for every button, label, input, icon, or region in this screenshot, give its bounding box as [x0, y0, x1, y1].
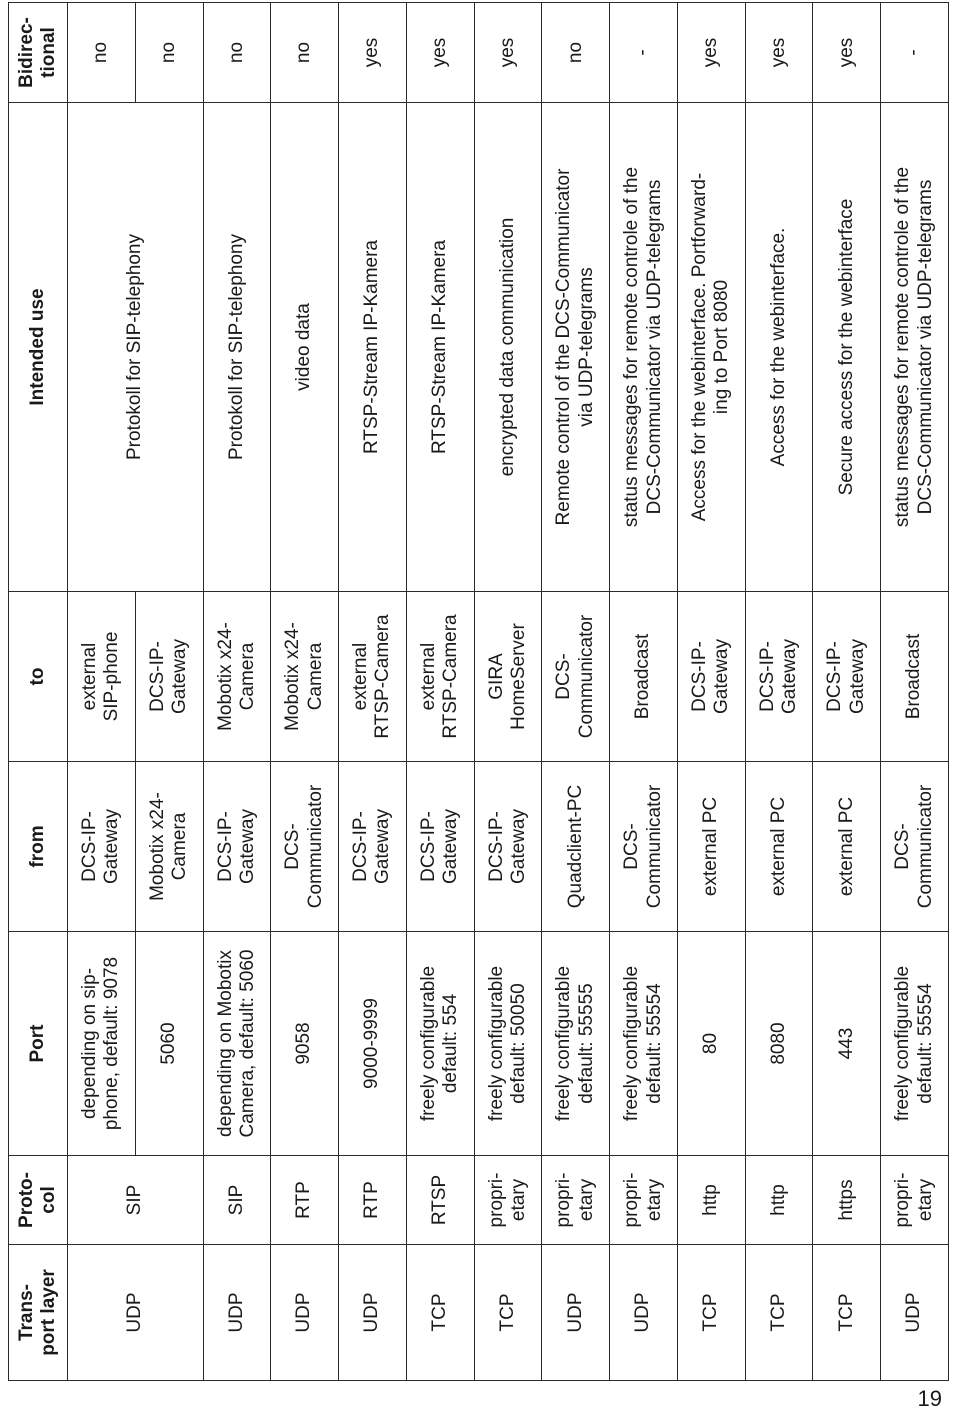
- table-row: [203, 3, 271, 1381]
- cell-port: 8080: [745, 932, 813, 1156]
- cell-intended-use: Remote control of the DCS-Communicator via UDP-telegrams: [542, 103, 610, 592]
- port-table: [8, 2, 949, 1381]
- header-transport-layer: Trans- port layer: [9, 1245, 68, 1381]
- cell-bidirectional: yes: [339, 3, 407, 103]
- cell-protocol: RTP: [271, 1156, 339, 1245]
- cell-from: DCS- Communicator: [881, 762, 949, 932]
- cell-transport-layer: TCP: [677, 1245, 745, 1381]
- table-row: [339, 3, 407, 1381]
- page-number: 19: [917, 1386, 942, 1411]
- cell-port: freely configurable default: 55554: [881, 932, 949, 1156]
- cell-from: DCS-IP- Gateway: [68, 762, 136, 932]
- cell-port: depending on sip- phone, default: 9078: [68, 932, 136, 1156]
- cell-from: external PC: [745, 762, 813, 932]
- cell-bidirectional: no: [203, 3, 271, 103]
- cell-bidirectional: -: [610, 3, 678, 103]
- cell-port: freely configurable default: 50050: [474, 932, 542, 1156]
- header-protocol: Proto- col: [9, 1156, 68, 1245]
- cell-intended-use: status messages for remote controle of the DCS-Communicator via UDP-telegrams: [610, 103, 678, 592]
- cell-from: DCS-IP- Gateway: [339, 762, 407, 932]
- cell-intended-use: Access for the webinterface.: [745, 103, 813, 592]
- cell-to: external SIP-phone: [68, 592, 136, 762]
- cell-intended-use: RTSP-Stream IP-Kamera: [406, 103, 474, 592]
- header-port: Port: [9, 932, 68, 1156]
- cell-to: DCS-IP- Gateway: [135, 592, 203, 762]
- cell-bidirectional: yes: [813, 3, 881, 103]
- cell-intended-use: status messages for remote controle of the DCS-Communicator via UDP-telegrams: [881, 103, 949, 592]
- cell-to: DCS-IP- Gateway: [677, 592, 745, 762]
- cell-protocol: http: [745, 1156, 813, 1245]
- table-row: [68, 3, 136, 1381]
- cell-protocol: http: [677, 1156, 745, 1245]
- cell-from: DCS-IP- Gateway: [474, 762, 542, 932]
- header-from: from: [9, 762, 68, 932]
- cell-bidirectional: -: [881, 3, 949, 103]
- cell-bidirectional: yes: [745, 3, 813, 103]
- table-row: [474, 3, 542, 1381]
- header-intended-use: Intended use: [9, 103, 68, 592]
- cell-port: 443: [813, 932, 881, 1156]
- cell-transport-layer: UDP: [339, 1245, 407, 1381]
- cell-port: 80: [677, 932, 745, 1156]
- table-row: [881, 3, 949, 1381]
- cell-port: freely configurable default: 554: [406, 932, 474, 1156]
- cell-from: DCS- Communicator: [271, 762, 339, 932]
- cell-intended-use: Secure access for the webinterface: [813, 103, 881, 592]
- cell-intended-use: RTSP-Stream IP-Kamera: [339, 103, 407, 592]
- cell-to: Broadcast: [610, 592, 678, 762]
- cell-transport-layer: TCP: [745, 1245, 813, 1381]
- cell-port: 5060: [135, 932, 203, 1156]
- table-row: [542, 3, 610, 1381]
- cell-bidirectional: yes: [474, 3, 542, 103]
- cell-from: external PC: [677, 762, 745, 932]
- cell-intended-use: video data: [271, 103, 339, 592]
- cell-protocol: SIP: [203, 1156, 271, 1245]
- cell-to: Mobotix x24- Camera: [203, 592, 271, 762]
- cell-intended-use: encrypted data communication: [474, 103, 542, 592]
- cell-transport-layer: UDP: [610, 1245, 678, 1381]
- cell-bidirectional: yes: [406, 3, 474, 103]
- table-row: [745, 3, 813, 1381]
- cell-to: external RTSP-Camera: [339, 592, 407, 762]
- cell-bidirectional: no: [135, 3, 203, 103]
- cell-to: DCS- Communicator: [542, 592, 610, 762]
- cell-protocol: propri- etary: [881, 1156, 949, 1245]
- header-row: [9, 3, 68, 1381]
- cell-to: DCS-IP- Gateway: [813, 592, 881, 762]
- cell-port: 9058: [271, 932, 339, 1156]
- cell-transport-layer: TCP: [474, 1245, 542, 1381]
- cell-transport-layer: TCP: [813, 1245, 881, 1381]
- table-row: [610, 3, 678, 1381]
- cell-protocol: RTSP: [406, 1156, 474, 1245]
- table-row: [677, 3, 745, 1381]
- cell-transport-layer: UDP: [68, 1245, 204, 1381]
- table-row: [271, 3, 339, 1381]
- cell-to: Mobotix x24- Camera: [271, 592, 339, 762]
- cell-transport-layer: UDP: [542, 1245, 610, 1381]
- cell-port: freely configurable default: 55554: [610, 932, 678, 1156]
- cell-from: DCS-IP- Gateway: [203, 762, 271, 932]
- cell-to: Broadcast: [881, 592, 949, 762]
- cell-bidirectional: no: [68, 3, 136, 103]
- cell-bidirectional: no: [542, 3, 610, 103]
- cell-port: freely configurable default: 55555: [542, 932, 610, 1156]
- cell-from: external PC: [813, 762, 881, 932]
- cell-from: Quadclient-PC: [542, 762, 610, 932]
- cell-intended-use: Protokoll for SIP-telephony: [68, 103, 204, 592]
- cell-bidirectional: no: [271, 3, 339, 103]
- header-bidirectional: Bidirec- tional: [9, 3, 68, 103]
- table-row: [406, 3, 474, 1381]
- cell-intended-use: Access for the webinterface. Portforward- ing to Port 8080: [677, 103, 745, 592]
- cell-protocol: propri- etary: [474, 1156, 542, 1245]
- cell-to: GIRA HomeServer: [474, 592, 542, 762]
- cell-protocol: propri- etary: [542, 1156, 610, 1245]
- cell-port: depending on Mobotix Camera, default: 5060: [203, 932, 271, 1156]
- cell-to: external RTSP-Camera: [406, 592, 474, 762]
- cell-from: DCS- Communicator: [610, 762, 678, 932]
- cell-transport-layer: TCP: [406, 1245, 474, 1381]
- cell-protocol: propri- etary: [610, 1156, 678, 1245]
- cell-protocol: https: [813, 1156, 881, 1245]
- cell-transport-layer: UDP: [271, 1245, 339, 1381]
- cell-protocol: SIP: [68, 1156, 204, 1245]
- header-to: to: [9, 592, 68, 762]
- cell-from: Mobotix x24- Camera: [135, 762, 203, 932]
- cell-protocol: RTP: [339, 1156, 407, 1245]
- cell-intended-use: Protokoll for SIP-telephony: [203, 103, 271, 592]
- cell-to: DCS-IP- Gateway: [745, 592, 813, 762]
- cell-port: 9000-9999: [339, 932, 407, 1156]
- cell-from: DCS-IP- Gateway: [406, 762, 474, 932]
- table-row: [813, 3, 881, 1381]
- cell-bidirectional: yes: [677, 3, 745, 103]
- cell-transport-layer: UDP: [881, 1245, 949, 1381]
- cell-transport-layer: UDP: [203, 1245, 271, 1381]
